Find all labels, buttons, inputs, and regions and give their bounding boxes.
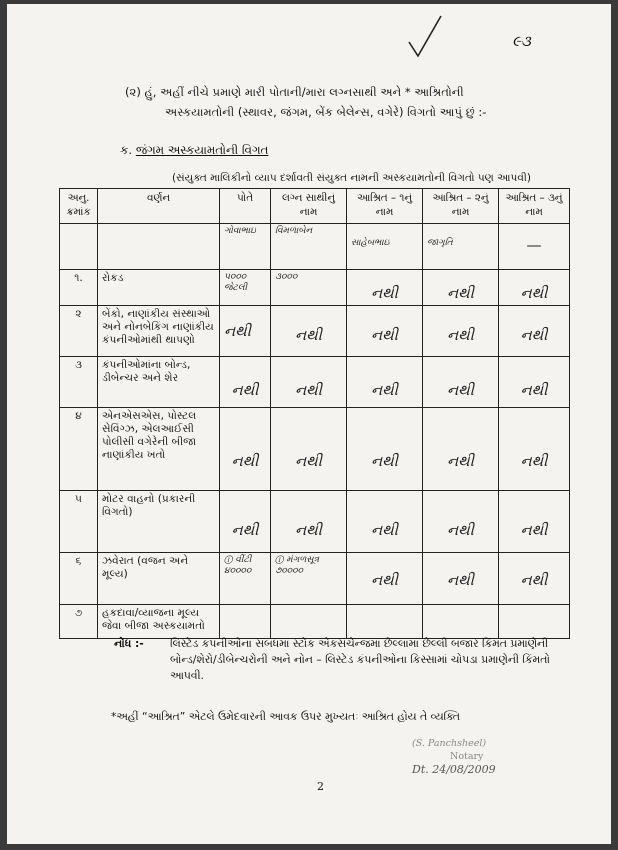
header-spouse: લગ્ન સાથીનું નામ bbox=[271, 189, 347, 224]
row-description: કંપનીઓમાંના બોન્ડ, ડીબેન્ચર અને શેર bbox=[98, 357, 220, 408]
name-self: ગોવાભાઇ bbox=[220, 224, 271, 270]
cell-dependent-2: નથી bbox=[423, 357, 499, 408]
row-description: એનએસએસ, પોસ્ટલ સેવિંગ્ઝ, એલઆઈસી પોલીસી વગેરેની બીજા નાણાંકીય ખતો bbox=[98, 408, 220, 491]
cell-dependent-3: નથી bbox=[499, 306, 570, 357]
cell-spouse bbox=[271, 605, 347, 639]
cell-dependent-3: નથી bbox=[499, 491, 570, 553]
cell-dependent-1 bbox=[347, 605, 423, 639]
cell-spouse: નથી bbox=[271, 306, 347, 357]
intro-line-1: (૨) હું, અહીં નીચે પ્રમાણે મારી પોતાની/મારા લગ્નસાથી અને * આશ્રિતોની bbox=[125, 85, 464, 99]
note-text: લિસ્ટેડ કંપનીઓના સંબંધમાં સ્ટોક એકસચેન્જમાં છેલ્લામાં છેલ્લી બજાર કિંમત પ્રમાણેની બોન્ડ/શેરો/ડીબેન્ચરોની અને નોન – લિસ્ટેડ કંપનીઓના કિસ્સામાં ચોપડા પ્રમાણેની કિંમતો આપવી. bbox=[170, 637, 550, 682]
header-serial: અનુ. ક્રમાંક bbox=[60, 189, 98, 224]
header-dependent-2: આશ્રિત – ૨નું નામ bbox=[423, 189, 499, 224]
cell-dependent-1: નથી bbox=[347, 491, 423, 553]
table-row bbox=[60, 553, 570, 605]
row-description: ઝવેરાત (વજન અને મૂલ્ય) bbox=[98, 553, 220, 605]
row-serial: ૬ bbox=[60, 553, 98, 605]
header-description: વર્ણન bbox=[98, 189, 220, 224]
cell-self: ① વીંટી ૪૦૦૦૦ bbox=[220, 553, 271, 605]
handwritten-page-mark: ૯૩ bbox=[512, 32, 531, 50]
name-dependent-3: — bbox=[499, 224, 570, 270]
section-heading bbox=[120, 143, 268, 158]
cell-dependent-2 bbox=[423, 605, 499, 639]
cell-dependent-1: નથી bbox=[347, 306, 423, 357]
name-dependent-1: સાહેબભાઇ bbox=[347, 224, 423, 270]
names-cell-desc bbox=[98, 224, 220, 270]
table-row bbox=[60, 306, 570, 357]
cell-self: નથી bbox=[220, 357, 271, 408]
cell-dependent-2: નથી bbox=[423, 306, 499, 357]
cell-dependent-1: નથી bbox=[347, 553, 423, 605]
names-row bbox=[60, 224, 570, 270]
row-serial: ૩ bbox=[60, 357, 98, 408]
row-description: રોકડ bbox=[98, 270, 220, 306]
row-serial: ૨ bbox=[60, 306, 98, 357]
table-row bbox=[60, 491, 570, 553]
cell-dependent-2: નથી bbox=[423, 270, 499, 306]
row-serial: ૪ bbox=[60, 408, 98, 491]
cell-self: નથી bbox=[220, 306, 271, 357]
cell-self: નથી bbox=[220, 408, 271, 491]
intro-line-2: અસ્કયામતોની (સ્થાવર, જંગમ, બેંક બેલેન્સ, વગેરે) વિગતો આપું છું :- bbox=[165, 105, 487, 119]
notary-stamp bbox=[412, 737, 552, 776]
section-prefix: ક. bbox=[120, 143, 133, 157]
row-serial: ૧. bbox=[60, 270, 98, 306]
cell-spouse: નથી bbox=[271, 357, 347, 408]
movable-assets-table bbox=[59, 188, 570, 639]
table-row bbox=[60, 408, 570, 491]
note-block bbox=[114, 636, 574, 684]
row-description: મોટર વાહનો (પ્રકારની વિગતો) bbox=[98, 491, 220, 553]
name-dependent-2: જાગૃતિ bbox=[423, 224, 499, 270]
table-header-row bbox=[60, 189, 570, 224]
cell-dependent-3: નથી bbox=[499, 270, 570, 306]
section-title: જંગમ અસ્કયામતોની વિગત bbox=[135, 143, 269, 157]
cell-self: ૫૦૦૦ જેટલી bbox=[220, 270, 271, 306]
names-cell-serial bbox=[60, 224, 98, 270]
header-dependent-1: આશ્રિત – ૧નું નામ bbox=[347, 189, 423, 224]
row-description: બેંકો, નાણાંકીય સંસ્થાઓ અને નોનબેકિંગ નાણાંકીય કંપનીઓમાંથી થાપણો bbox=[98, 306, 220, 357]
dependent-footnote: *અહીં “આશ્રિત” એટલે ઉમેદવારની આવક ઉપર મુખ્યતઃ આશ્રિત હોય તે વ્યક્તિ bbox=[111, 710, 460, 723]
header-self: પોતે bbox=[220, 189, 271, 224]
note-label: નોંધ :- bbox=[114, 637, 144, 650]
row-serial: ૫ bbox=[60, 491, 98, 553]
cell-spouse: ① મંગળસૂત્ર ૭૦૦૦૦ bbox=[271, 553, 347, 605]
cell-dependent-3 bbox=[499, 605, 570, 639]
cell-dependent-2: નથી bbox=[423, 408, 499, 491]
cell-self: નથી bbox=[220, 491, 271, 553]
document-page bbox=[7, 4, 611, 844]
cell-spouse: નથી bbox=[271, 408, 347, 491]
table-row bbox=[60, 605, 570, 639]
cell-self bbox=[220, 605, 271, 639]
intro-paragraph bbox=[125, 82, 565, 122]
cell-dependent-3: નથી bbox=[499, 553, 570, 605]
cell-dependent-2: નથી bbox=[423, 553, 499, 605]
stamp-title: Notary bbox=[450, 751, 484, 762]
cell-spouse: ૩૦૦૦ bbox=[271, 270, 347, 306]
cell-spouse: નથી bbox=[271, 491, 347, 553]
header-dependent-3: આશ્રિત – ૩નું નામ bbox=[499, 189, 570, 224]
table-row bbox=[60, 357, 570, 408]
cell-dependent-1: નથી bbox=[347, 408, 423, 491]
stamp-name: (S. Panchsheel) bbox=[412, 738, 487, 749]
cell-dependent-3: નથી bbox=[499, 408, 570, 491]
joint-ownership-note: (સંયુક્ત માલિકીનો વ્યાપ દર્શાવતી સંયુક્ત નામની અસ્કયામતોની વિગતો પણ આપવી) bbox=[172, 172, 531, 184]
row-description: હકદાવા/વ્યાજના મૂલ્ય જેવા બીજા અસ્કયામતો bbox=[98, 605, 220, 639]
stamp-date: Dt. 24/08/2009 bbox=[412, 763, 496, 776]
cell-dependent-1: નથી bbox=[347, 357, 423, 408]
page-number: 2 bbox=[317, 780, 324, 793]
table-row bbox=[60, 270, 570, 306]
cell-dependent-2: નથી bbox=[423, 491, 499, 553]
name-spouse: વિમળાબેન bbox=[271, 224, 347, 270]
cell-dependent-3: નથી bbox=[499, 357, 570, 408]
cell-dependent-1: નથી bbox=[347, 270, 423, 306]
check-mark bbox=[405, 12, 445, 62]
row-serial: ૭ bbox=[60, 605, 98, 639]
